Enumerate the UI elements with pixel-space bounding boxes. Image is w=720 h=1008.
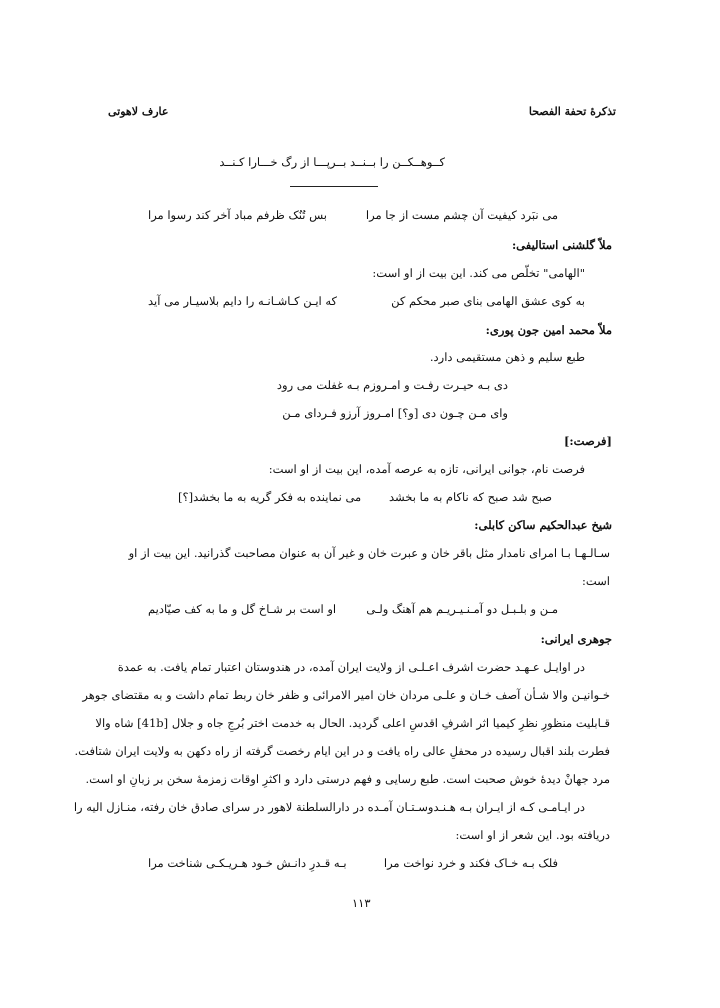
entry-desc-abdolhakim-line-2: است: — [582, 574, 610, 588]
entry-heading-golshani: ملاّ گلشنی استالیفی: — [511, 238, 612, 252]
entry-desc-abdolhakim-line-1: سـالـهـا بـا امرای نامدار مثل باقر خان و عبرت خان و غیر آن به عنوان مصاحبت گذرانید. این بیت از او — [128, 546, 610, 560]
page-number: ۱۱۳ — [352, 896, 371, 910]
couplet-amin-line-2: وای مـن چـون دی [و؟] امـروز آرزو فـردای مـن — [282, 406, 508, 420]
paragraph-line: قـابلیت منظورِ نظرِ کیمیا اثر اشرفِ اقدسِ اعلی گردید. الحال به خدمت اختر بُرجِ جاه و جلال [41b] شاه والا — [95, 716, 610, 730]
verse-1-left-hemistich: بس تُنُک ظرفم مباد آخر کند رسوا مرا — [148, 208, 327, 222]
verse-golshani-left: که ایـن کـاشـانـه را دایم بلاسیـار می آید — [148, 294, 338, 308]
couplet-amin-line-1: دی بـه حیـرت رفـت و امـروزم بـه غفلت می رود — [276, 378, 508, 392]
paragraph-line: فطرت بلند اقبال رسیده در محفلِ عالی راه یافت و در این ایام رخصت گرفته از راه دکهن به ولایت ایران شتافت. — [74, 744, 610, 758]
verse-jowhari-right: فلک بـه خـاک فکند و خرد نواخت مرا — [383, 856, 558, 870]
entry-desc-golshani: "الهامی" تخلّص می کند. این بیت از او است: — [372, 266, 585, 280]
verse-golshani-right: به کوی عشق الهامی بنای صبر محکم کن — [391, 294, 585, 308]
running-header-author: عارف لاهوتی — [108, 105, 169, 118]
paragraph-line: مرد جهانْ دیدهٔ خوش صحبت است. طبع رسایی و فهم درستی دارد و اکثرِ اوقات زمزمهٔ سخن بر زبانِ او است. — [85, 772, 610, 786]
verse-1-right-hemistich: می‌ نبَرد کیفیت آن چشم مست از جا مرا — [365, 208, 558, 222]
entry-heading-jowhari: جوهری ایرانی: — [540, 632, 612, 646]
entry-desc-forsat: فرصت نام، جوانی ایرانی، تازه به عرصه آمده، این بیت از او است: — [268, 462, 585, 476]
verse-jowhari-left: بـه قـدرِ دانـش خـود هـریـکـی شناخت مرا — [148, 856, 347, 870]
entry-heading-amin: ملاّ محمد امین جون پوری: — [485, 323, 612, 337]
paragraph-line: در اوایـل عـهـد حضرت اشرف اعـلـی از ولایت ایران آمده، در هندوستان اعتبار تمام یافت. به عمدة — [117, 660, 585, 674]
entry-heading-abdolhakim: شیخ عبدالحکیم ساکن کابلی: — [474, 518, 612, 532]
paragraph-line: خـوانیـن والا شـأن آصف خـان و علـی مردان خان امیر الامرائی و ظفر خان ربط تمام داشت و به مقتضای جوهر — [82, 688, 610, 702]
paragraph-2-line-1: در ایـامـی کـه از ایـران بـه هـنـدوسـتـان آمـده در دارالسلطنة لاهور در سرای صادق خان رفته، منـازل الیه را — [73, 800, 585, 814]
verse-abdolhakim-left: او است بر شـاخ گل و ما به کف صیّادیم — [148, 602, 337, 616]
running-header-title: تذکرۀ تحفة الفصحا — [528, 105, 616, 118]
entry-desc-amin: طبع سلیم و ذهن مستقیمی دارد. — [429, 350, 585, 364]
paragraph-2-line-2: دریافته بود. این شعر از او است: — [455, 828, 610, 842]
verse-abdolhakim-right: مـن و بلـبـل دو آمـنـیـریـم هم آهنگ ولـی — [366, 602, 558, 616]
entry-heading-forsat: [فرصت:] — [563, 434, 612, 448]
separator-rule — [290, 186, 378, 187]
verse-forsat-right: صبح شد صبح که ناکام به ما بخشد — [389, 490, 552, 504]
top-verse: کــوهــکــن را بــنــد بــرپـــا از رگ خـــارا کـنــد — [219, 155, 445, 169]
verse-forsat-left: می نماینده به فکر گریه به ما بخشد[؟] — [178, 490, 362, 504]
